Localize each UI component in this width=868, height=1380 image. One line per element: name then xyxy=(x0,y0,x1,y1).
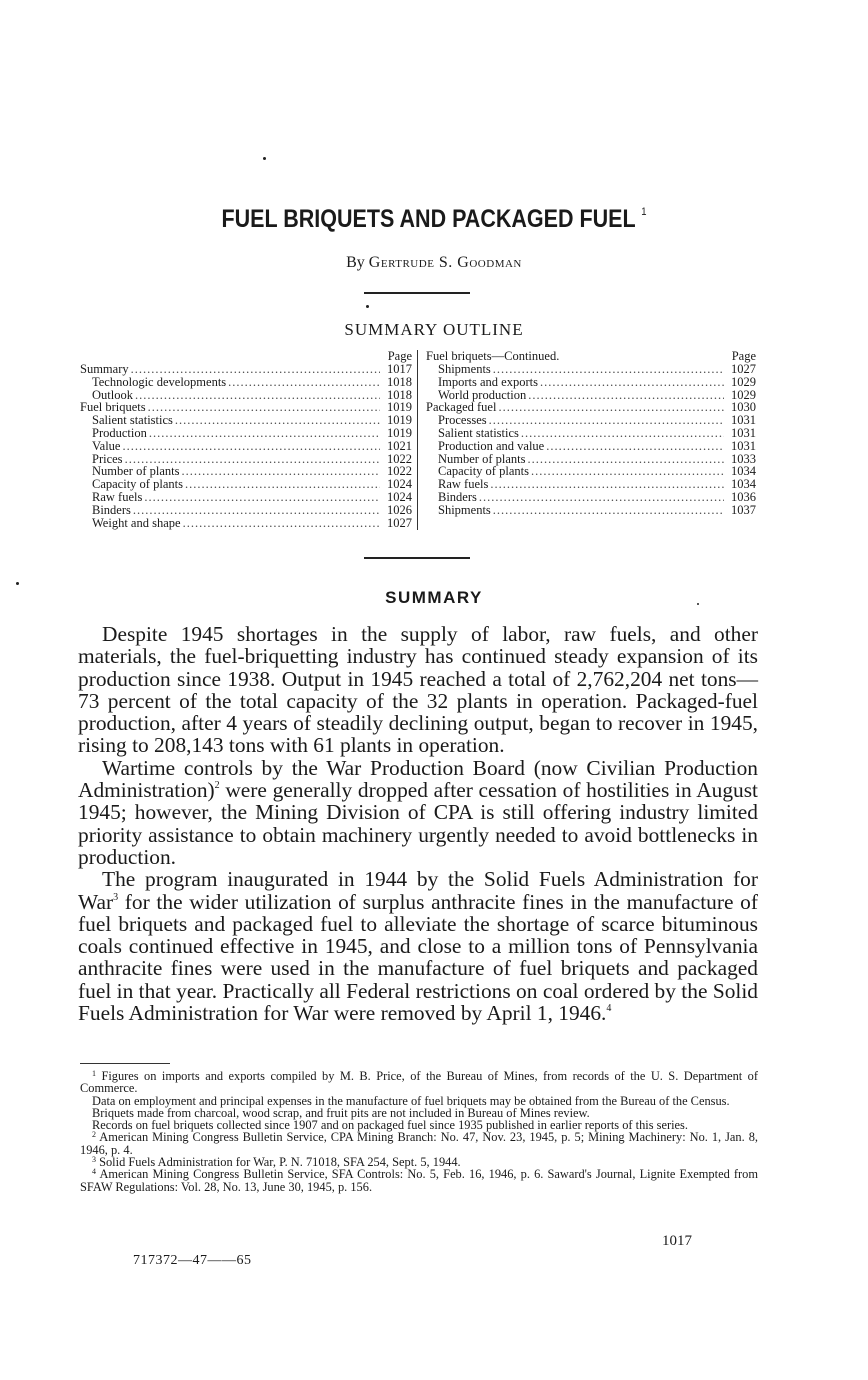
byline xyxy=(0,254,868,272)
toc-entry-page: 1018 xyxy=(387,387,412,402)
footnote-text: Briquets made from charcoal, wood scrap, and fruit pits are not included in Bureau of Mines review. xyxy=(92,1105,590,1120)
paragraph-text: Despite 1945 shortages in the supply of labor, raw fuels, and other materials, the fuel-briquetting industry has continued steady expansion of its production since 1938. Output in 1945 reached a total of 2,762,204 net tons—73 percent of the total capacity of the 32 plants in operation. Packaged-fuel production, after 4 years of steadily declining output, began to recover in 1945, rising to 208,143 tons with 61 plants in operation. xyxy=(78,622,758,758)
toc-entry xyxy=(80,427,412,440)
toc-entry xyxy=(80,440,412,453)
toc-leader xyxy=(135,389,380,402)
toc-right-items xyxy=(426,363,756,517)
toc-entry-page: 1034 xyxy=(731,477,756,492)
toc-entry-page: 1019 xyxy=(387,413,412,428)
toc-entry-page: 1026 xyxy=(387,502,412,517)
byline-author: Gertrude S. Goodman xyxy=(368,254,522,271)
stray-mark xyxy=(366,305,369,308)
stray-mark xyxy=(263,157,266,160)
toc-leader xyxy=(148,401,380,414)
toc-leader xyxy=(175,414,380,427)
toc-entry-label: Processes xyxy=(438,413,487,428)
toc-right-column xyxy=(426,350,756,517)
title-footnote-mark: 1 xyxy=(641,206,647,218)
toc-entry xyxy=(426,363,756,376)
toc-entry-label: Number of plants xyxy=(92,464,180,479)
toc-left-header xyxy=(80,350,412,363)
toc-entry-label: Raw fuels xyxy=(438,477,489,492)
footnote-mark: 2 xyxy=(92,1130,96,1140)
toc-leader xyxy=(528,389,724,402)
toc-entry xyxy=(426,376,756,389)
print-code: 717372—47——65 xyxy=(133,1253,252,1268)
toc-continued-header: Fuel briquets—Continued. xyxy=(426,349,560,363)
footnote-ref: 3 xyxy=(113,891,119,903)
page-number: 1017 xyxy=(662,1233,692,1249)
summary-body xyxy=(78,623,758,1024)
toc-entry-label: Technologic developments xyxy=(92,374,227,389)
footnote-text: American Mining Congress Bulletin Service, SFA Controls: No. 5, Feb. 16, 1946, p. 6. Saward's Journal, Lignite Exempted from SFAW Regulations: Vol. 28, No. 13, June 30, 1945, p. 156. xyxy=(80,1167,758,1194)
paragraph-text: were generally dropped after cessation of hostilities in August 1945; however, the Mining Division of CPA is still offering industry limited priority assistance to obtain machinery urgently needed to avoid bottlenecks in production. xyxy=(78,778,758,869)
title-text: FUEL BRIQUETS AND PACKAGED FUEL xyxy=(221,205,636,233)
toc-entry-label: Number of plants xyxy=(438,451,526,466)
toc-leader xyxy=(527,453,724,466)
toc-left-column xyxy=(80,350,412,529)
summary-paragraph xyxy=(78,757,758,868)
toc-entry-page: 1036 xyxy=(731,489,756,504)
toc-leader xyxy=(493,363,724,376)
footnote-text: American Mining Congress Bulletin Service, CPA Mining Branch: No. 47, Nov. 23, 1945, p. 5; Mining Machinery: No. 1, Jan. 8, 1946, p. 4. xyxy=(80,1130,758,1157)
toc-entry xyxy=(80,363,412,376)
toc-leader xyxy=(133,504,380,517)
toc-entry-page: 1033 xyxy=(731,451,756,466)
toc-leader xyxy=(122,440,380,453)
footnote xyxy=(80,1168,758,1193)
toc-entry-label: Production xyxy=(92,425,147,440)
toc-entry xyxy=(426,491,756,504)
toc-entry-page: 1029 xyxy=(731,374,756,389)
toc-entry-page: 1022 xyxy=(387,451,412,466)
page-title xyxy=(61,205,807,234)
toc-entry-label: Fuel briquets xyxy=(80,400,146,415)
toc-entry-page: 1031 xyxy=(731,438,756,453)
paragraph-text: The program inaugurated in 1944 by the Solid Fuels Administration for War xyxy=(78,867,758,914)
footnote-mark: 1 xyxy=(92,1069,96,1078)
toc-entry-page: 1027 xyxy=(387,515,412,530)
toc-entry-label: Shipments xyxy=(438,362,491,376)
toc-leader xyxy=(546,440,724,453)
toc-entry-page: 1018 xyxy=(387,374,412,389)
toc-divider xyxy=(417,350,418,530)
toc-entry xyxy=(80,376,412,389)
toc-page-header: Page xyxy=(731,349,756,363)
footnote-text: Solid Fuels Administration for War, P. N. 71018, SFA 254, Sept. 5, 1944. xyxy=(96,1155,461,1170)
toc-entry-label: Packaged fuel xyxy=(426,400,497,415)
toc-entry-label: Binders xyxy=(438,489,477,504)
toc-entry-label: Imports and exports xyxy=(438,374,538,389)
outline-heading: SUMMARY OUTLINE xyxy=(344,320,524,339)
toc-entry-label: World production xyxy=(438,387,527,402)
toc-left-items xyxy=(80,363,412,529)
toc-leader xyxy=(493,504,724,517)
footnote-mark: 4 xyxy=(92,1167,96,1177)
toc-leader xyxy=(498,401,724,414)
summary-heading: SUMMARY xyxy=(385,588,483,607)
toc-leader xyxy=(144,491,380,504)
toc-entry xyxy=(80,491,412,504)
toc-entry-label: Binders xyxy=(92,502,131,517)
toc-entry-label: Weight and shape xyxy=(92,515,181,530)
toc-entry-page: 1021 xyxy=(387,438,412,453)
toc-entry-page: 1037 xyxy=(731,502,756,517)
toc-entry-page: 1019 xyxy=(387,425,412,440)
toc-leader xyxy=(131,363,380,376)
paragraph-text: Wartime controls by the War Production Board (now Civilian Production Administration) xyxy=(78,755,758,803)
footnotes xyxy=(80,1070,758,1193)
toc-entry-page: 1024 xyxy=(387,489,412,504)
toc-leader xyxy=(149,427,380,440)
toc-leader xyxy=(521,427,724,440)
toc-entry-label: Outlook xyxy=(92,387,133,402)
toc-entry-label: Value xyxy=(92,438,121,453)
footnote xyxy=(80,1070,758,1095)
footnote-divider xyxy=(80,1063,170,1064)
footnote-text: Data on employment and principal expenses in the manufacture of fuel briquets may be obtained from the Bureau of the Census. xyxy=(92,1093,730,1108)
divider xyxy=(364,292,470,294)
toc-leader xyxy=(479,491,724,504)
toc-entry-label: Shipments xyxy=(438,502,491,517)
byline-by: By xyxy=(346,254,365,271)
toc-entry-page: 1030 xyxy=(731,400,756,415)
toc-leader xyxy=(185,478,380,491)
toc-entry-page: 1029 xyxy=(731,387,756,402)
footnote xyxy=(80,1131,758,1156)
stray-mark xyxy=(16,582,19,585)
toc-leader xyxy=(531,465,724,478)
toc-entry-page: 1022 xyxy=(387,464,412,479)
toc-entry-label: Prices xyxy=(92,451,123,466)
toc-entry-label: Salient statistics xyxy=(92,413,173,428)
footnote-text: Records on fuel briquets collected since 1907 and on packaged fuel since 1935 published in earlier reports of this series. xyxy=(92,1118,688,1133)
toc-entry-page: 1031 xyxy=(731,413,756,428)
divider xyxy=(364,557,470,559)
toc-entry-label: Production and value xyxy=(438,438,545,453)
toc-leader xyxy=(181,465,380,478)
toc-entry-label: Capacity of plants xyxy=(438,464,529,479)
summary-paragraph xyxy=(78,868,758,1024)
toc-entry-page: 1019 xyxy=(387,400,412,415)
toc-entry xyxy=(80,504,412,517)
toc-entry xyxy=(80,517,412,530)
toc-entry-label: Summary xyxy=(80,362,129,376)
footnote-mark: 3 xyxy=(92,1155,96,1165)
toc-entry-label: Raw fuels xyxy=(92,489,143,504)
toc-entry xyxy=(426,440,756,453)
toc-entry-page: 1017 xyxy=(387,362,412,376)
toc-entry xyxy=(426,504,756,517)
toc-entry-page: 1034 xyxy=(731,464,756,479)
toc-entry xyxy=(426,427,756,440)
summary-paragraph xyxy=(78,623,758,757)
toc-leader xyxy=(489,414,724,427)
toc-leader xyxy=(183,517,380,530)
toc-entry-label: Salient statistics xyxy=(438,425,519,440)
toc-leader xyxy=(540,376,724,389)
footnote-text: Figures on imports and exports compiled by M. B. Price, of the Bureau of Mines, from records of the U. S. Department of Commerce. xyxy=(80,1069,758,1096)
footnote-ref: 2 xyxy=(214,780,220,792)
toc-entry-page: 1024 xyxy=(387,477,412,492)
footnote-ref: 4 xyxy=(606,1003,612,1015)
toc-page-header: Page xyxy=(387,349,412,363)
toc-leader xyxy=(490,478,724,491)
toc-leader xyxy=(228,376,380,389)
toc-entry-label: Capacity of plants xyxy=(92,477,183,492)
toc-entry-page: 1031 xyxy=(731,425,756,440)
paragraph-text: for the wider utilization of surplus anthracite fines in the manufacture of fuel briquets and packaged fuel to alleviate the shortage of scarce bituminous coals continued effective in 1945, and close to a million tons of Pennsylvania anthracite fines were used in the manufacture of fuel briquets and packaged fuel in that year. Practically all Federal restrictions on coal ordered by the Solid Fuels Administration for War were removed by April 1, 1946. xyxy=(78,889,758,1026)
toc-entry-page: 1027 xyxy=(731,362,756,376)
